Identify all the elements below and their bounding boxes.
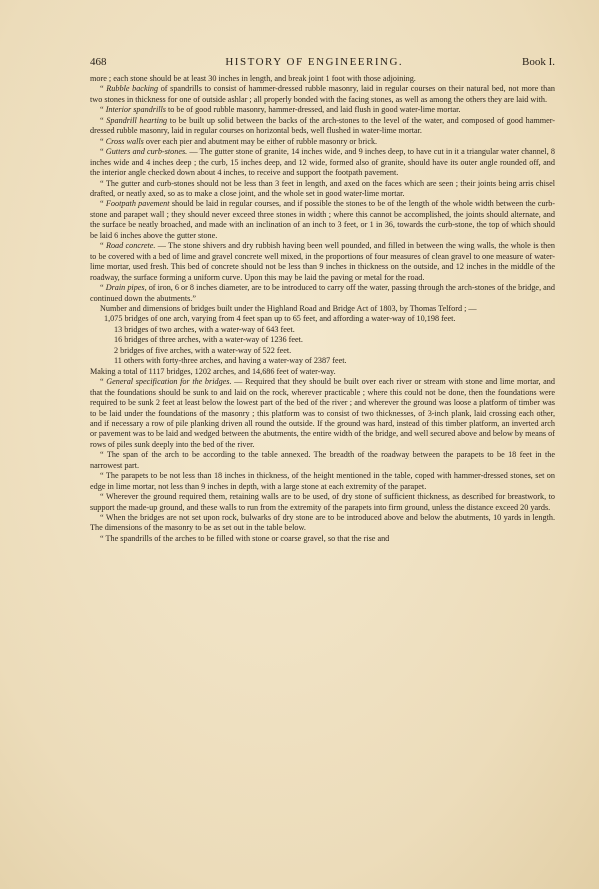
- paragraph: [90, 105, 555, 115]
- paragraph: [90, 377, 555, 450]
- paragraph: [90, 314, 555, 324]
- paragraph: [90, 534, 555, 544]
- paragraph-text: 13 bridges of two arches, with a water-way of 643 feet.: [114, 324, 295, 334]
- paragraph: [90, 450, 555, 471]
- paragraph: [90, 199, 555, 241]
- paragraph-lead: Gutters and curb-stones.: [105, 147, 188, 157]
- paragraph-text: should be laid in regular courses, and if possible the stones to be of the length of the whole width between the curb-stone and parapet wall ; they should never exceed three stones in width ; where this cannot be accomplished, the joints should alternate, and the surface be neatly broached, and made with an inclination of an inch to 3 feet, or 1 in 36, towards the curb-stone, the top of which should be laid 6 inches above the gutter stone.: [90, 199, 556, 240]
- open-quote: “: [100, 105, 106, 115]
- paragraph: [90, 513, 555, 534]
- paragraph-text: more ; each stone should be at least 30 inches in length, and break joint 1 foot with those adjoining.: [90, 74, 416, 83]
- paragraph-text: over each pier and abutment may be either of rubble masonry or brick.: [143, 136, 378, 146]
- paragraph-text: — The stone shivers and dry rubbish having been well pounded, and filled in between the wing walls, the whole is then to be covered with a bed of lime and gravel concrete well mixed, in the proportions of four measures of clean gravel to one measure of water-lime mortar, used fresh. This bed of concrete should not be less than 9 inches in thickness on the outside, and 12 inches in the middle of the roadway, the surface forming a uniform curve. Upon this may be laid the paving or metal for the road.: [90, 241, 555, 282]
- paragraph-text: “ The gutter and curb-stones should not be less than 3 feet in length, and axed on the faces which are seen ; their joints being arris chisel drafted, or neatly axed, so as to make a close joint, and the whole set in good water-lime mortar.: [90, 178, 555, 198]
- paragraph-text: “ The spandrills of the arches to be filled with stone or coarse gravel, so that the rise and: [100, 533, 390, 543]
- open-quote: “: [100, 115, 107, 125]
- paragraph: [90, 356, 555, 366]
- paragraph-text: 16 bridges of three arches, with a water-way of 1236 feet.: [114, 335, 303, 345]
- open-quote: “: [100, 241, 106, 251]
- running-header: [90, 56, 555, 68]
- paragraph-text: of spandrills to consist of hammer-dressed rubble masonry, laid in regular courses on their natural bed, not more than two stones in thickness for one of outside ashlar ; all properly bonded with the facing stones, as well as among the others they are laid with.: [90, 84, 556, 104]
- paragraph: [90, 147, 555, 178]
- page-number: 468: [90, 56, 107, 68]
- paragraph-text: — Required that they should be built over each river or stream with stone and lime mortar, and that the foundations should be sunk to and laid on the rock, wherever practicable ; where this could not be done, then the foundations were required to be sunk 2 feet at least below the lowest part of the bed of the river ; and wherever the ground was loose a platform of timber was to be laid under the foundations of the masonry ; this platform was to consist of two thicknesses, of 3-inch plank, laid crossing each other, and if necessary a row of pile planking driven all round the outside. If the ground was hard, instead of this timber platform, an inverted arch or pavement was to be laid and wedged between the abutments, the entire width of the bridge, and well secured above and below by means of rows of piles sunk deeply into the bed of the river.: [90, 377, 555, 449]
- open-quote: “: [100, 84, 107, 94]
- open-quote: “: [100, 199, 106, 209]
- paragraph-lead: Spandrill hearting: [106, 115, 168, 125]
- paragraph-text: 2 bridges of five arches, with a water-way of 522 feet.: [114, 345, 292, 355]
- paragraph-lead: Rubble backing: [106, 84, 159, 94]
- book-page: [90, 56, 555, 544]
- paragraph: [90, 74, 555, 84]
- paragraph-text: Making a total of 1117 bridges, 1202 arches, and 14,686 feet of water-way.: [90, 366, 336, 376]
- running-title: HISTORY OF ENGINEERING.: [225, 56, 404, 68]
- open-quote: “: [100, 136, 106, 146]
- paragraph-text: “ The parapets to be not less than 18 inches in thickness, of the height mentioned in the table, coped with hammer-dressed stones, set on edge in lime mortar, not less than 9 inches in depth, with a large stone at each extremity of the parapet.: [90, 471, 555, 491]
- page-body: [90, 74, 555, 544]
- paragraph-text: — The gutter stone of granite, 14 inches wide, and 9 inches deep, to have cut in it a triangular water channel, 8 inches wide and 4 inches deep ; the curb, 15 inches deep, and 12 wide, formed also of granite, should have its outer angle rounded off, and the interior angle checked down about 4 inches, to receive and support the footpath pavement.: [90, 147, 556, 178]
- open-quote: “: [100, 377, 107, 387]
- paragraph-lead: Drain pipes,: [105, 283, 147, 293]
- paragraph-lead: Interior spandrills: [105, 105, 166, 115]
- paragraph: [90, 346, 555, 356]
- paragraph: [90, 492, 555, 513]
- paragraph: [90, 367, 555, 377]
- paragraph-text: to be built up solid between the backs of the arch-stones to the level of the water, and composed of good hammer-dressed rubble masonry, laid in regular courses on horizontal beds, well flushed in water-lime mortar.: [90, 115, 556, 136]
- paragraph: [90, 335, 555, 345]
- paragraph-text: “ Wherever the ground required them, retaining walls are to be used, of dry stone of sufficient thickness, as described for breastwork, to support the made-up ground, and these walls to run from the extremity of the parapets into firm ground, unless the distance exceed 20 yards.: [90, 492, 555, 512]
- paragraph: [90, 241, 555, 283]
- paragraph-lead: Road concrete.: [105, 241, 156, 251]
- paragraph: [90, 283, 555, 304]
- paragraph: [90, 116, 555, 137]
- open-quote: “: [100, 147, 106, 157]
- paragraph-text: of iron, 6 or 8 inches diameter, are to be introduced to carry off the water, passing through the arch-stones of the bridge, and continued down the abutments.”: [90, 283, 555, 303]
- paragraph-text: 11 others with forty-three arches, and having a water-way of 2387 feet.: [114, 356, 347, 366]
- paragraph: [90, 84, 555, 105]
- paragraph-lead: Footpath pavement: [105, 199, 170, 209]
- paragraph-text: to be of good rubble masonry, hammer-dressed, and laid flush in good water-lime mortar.: [165, 105, 461, 115]
- paragraph-text: “ The span of the arch to be according to the table annexed. The breadth of the roadway between the parapets to be 18 feet in the narrowest part.: [90, 450, 555, 470]
- book-label: Book I.: [522, 56, 555, 68]
- paragraph: [90, 137, 555, 147]
- paragraph: [90, 179, 555, 200]
- paragraph-lead: General specification for the bridges.: [106, 377, 232, 387]
- paragraph-lead: Cross walls: [105, 136, 144, 146]
- paragraph-text: 1,075 bridges of one arch, varying from 4 feet span up to 65 feet, and affording a water-way of 10,198 feet.: [104, 314, 456, 324]
- paragraph: [90, 325, 555, 335]
- paragraph-text: Number and dimensions of bridges built under the Highland Road and Bridge Act of 1803, by Thomas Telford ; —: [100, 303, 477, 313]
- paragraph-text: “ When the bridges are not set upon rock, bulwarks of dry stone are to be introduced above and below the abutments, 10 yards in length. The dimensions of the masonry to be as set out in the table below.: [90, 513, 555, 533]
- open-quote: “: [100, 283, 106, 293]
- paragraph: [90, 471, 555, 492]
- paragraph: [90, 304, 555, 314]
